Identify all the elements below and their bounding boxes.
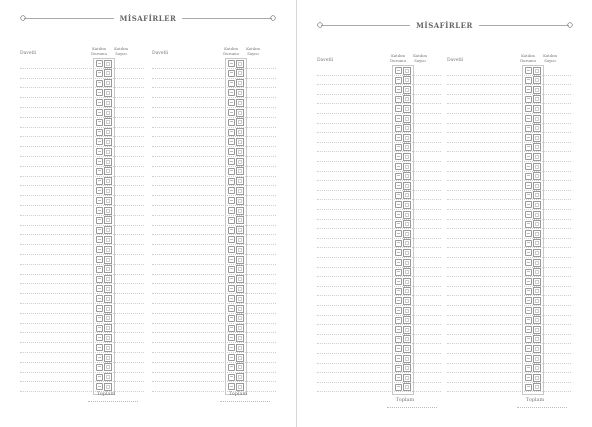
total-label: Toplam: [228, 391, 248, 397]
guest-row[interactable]: [447, 314, 571, 316]
guest-row[interactable]: [317, 218, 441, 220]
guest-row[interactable]: [317, 160, 441, 162]
guest-row[interactable]: [152, 77, 276, 79]
guest-row[interactable]: [152, 371, 276, 373]
guest-row[interactable]: [152, 380, 276, 382]
guest-row[interactable]: [317, 141, 441, 143]
guest-row[interactable]: [20, 86, 144, 88]
guest-row[interactable]: [317, 112, 441, 114]
guest-row[interactable]: [20, 106, 144, 108]
total-line[interactable]: [517, 406, 567, 408]
guest-row[interactable]: [447, 323, 571, 325]
guest-row[interactable]: [447, 74, 571, 76]
guest-row[interactable]: [152, 302, 276, 304]
guest-row[interactable]: [152, 224, 276, 226]
guest-row[interactable]: [447, 285, 571, 287]
guest-row[interactable]: [152, 204, 276, 206]
guest-row[interactable]: [20, 184, 144, 186]
guest-row[interactable]: [20, 135, 144, 137]
count-header: Katılım Sayısı: [543, 53, 557, 63]
guest-row[interactable]: [317, 304, 441, 306]
guest-row[interactable]: [317, 333, 441, 335]
guest-row[interactable]: [20, 145, 144, 147]
guest-row[interactable]: [317, 208, 441, 210]
guest-row[interactable]: [317, 170, 441, 172]
guest-header: Davetli: [447, 58, 464, 63]
guest-row[interactable]: [447, 246, 571, 248]
guest-row[interactable]: [317, 74, 441, 76]
guest-row[interactable]: [20, 312, 144, 314]
guest-row[interactable]: [317, 246, 441, 248]
guest-row[interactable]: [152, 273, 276, 275]
guest-column: [152, 38, 276, 408]
guest-row[interactable]: [20, 371, 144, 373]
guest-row[interactable]: [152, 282, 276, 284]
total-line[interactable]: [88, 400, 138, 402]
guest-row[interactable]: [20, 165, 144, 167]
guest-row[interactable]: [20, 331, 144, 333]
guest-row[interactable]: [447, 198, 571, 200]
page-title: MİSAFİRLER: [297, 19, 592, 33]
guest-row[interactable]: [447, 83, 571, 85]
guest-row[interactable]: [447, 160, 571, 162]
guest-row[interactable]: [447, 362, 571, 364]
guest-row[interactable]: [447, 170, 571, 172]
guest-row[interactable]: [447, 227, 571, 229]
guest-row[interactable]: [317, 266, 441, 268]
guest-row[interactable]: [447, 342, 571, 344]
count-header: Katılım Sayısı: [413, 53, 427, 63]
guest-row[interactable]: [20, 322, 144, 324]
guest-row[interactable]: [447, 381, 571, 383]
status-header: Katılım Durumu: [390, 53, 406, 63]
guest-row[interactable]: [152, 214, 276, 216]
guest-row[interactable]: [152, 67, 276, 69]
guest-row[interactable]: [20, 204, 144, 206]
guest-row[interactable]: [317, 93, 441, 95]
guest-row[interactable]: [152, 155, 276, 157]
guest-row[interactable]: [152, 322, 276, 324]
guest-row[interactable]: [447, 93, 571, 95]
guest-row[interactable]: [317, 179, 441, 181]
guest-row[interactable]: [20, 341, 144, 343]
guest-row[interactable]: [20, 155, 144, 157]
guest-row[interactable]: [447, 266, 571, 268]
guest-row[interactable]: [447, 294, 571, 296]
guest-row[interactable]: [152, 351, 276, 353]
total-line[interactable]: [387, 406, 437, 408]
guest-row[interactable]: [447, 275, 571, 277]
guest-row[interactable]: [20, 233, 144, 235]
status-header: Katılım Durumu: [223, 46, 239, 56]
guest-row[interactable]: [317, 323, 441, 325]
guest-header: Davetli: [20, 51, 37, 56]
guest-row[interactable]: [317, 237, 441, 239]
guest-row[interactable]: [152, 292, 276, 294]
guest-row[interactable]: [20, 380, 144, 382]
guest-row[interactable]: [447, 112, 571, 114]
guest-row[interactable]: [317, 381, 441, 383]
guest-row[interactable]: [317, 122, 441, 124]
guest-row[interactable]: [152, 361, 276, 363]
guest-row[interactable]: [20, 302, 144, 304]
guest-row[interactable]: [317, 150, 441, 152]
guest-row[interactable]: [20, 273, 144, 275]
guest-row[interactable]: [317, 371, 441, 373]
guest-row[interactable]: [152, 243, 276, 245]
column-header: [152, 38, 276, 58]
guest-row[interactable]: [447, 333, 571, 335]
guest-row[interactable]: [447, 189, 571, 191]
guest-row[interactable]: [152, 86, 276, 88]
column-header: [317, 45, 441, 65]
guest-row[interactable]: [152, 145, 276, 147]
total-line[interactable]: [220, 400, 270, 402]
attendance-frame: [225, 58, 247, 395]
attendance-frame: [522, 65, 544, 395]
guest-row[interactable]: [447, 237, 571, 239]
guest-row[interactable]: [447, 208, 571, 210]
guest-row[interactable]: [152, 175, 276, 177]
attendance-frame: [93, 58, 115, 395]
guest-row[interactable]: [20, 292, 144, 294]
guest-row[interactable]: [20, 253, 144, 255]
guest-row[interactable]: [20, 351, 144, 353]
guest-row[interactable]: [317, 314, 441, 316]
guest-row[interactable]: [20, 390, 144, 392]
guest-row[interactable]: [152, 184, 276, 186]
guest-row[interactable]: [20, 116, 144, 118]
guest-row[interactable]: [317, 198, 441, 200]
guest-row[interactable]: [152, 194, 276, 196]
guest-row[interactable]: [447, 390, 571, 392]
guest-row[interactable]: [317, 285, 441, 287]
guest-row[interactable]: [317, 390, 441, 392]
guest-row[interactable]: [447, 256, 571, 258]
guest-row[interactable]: [152, 263, 276, 265]
guest-row[interactable]: [20, 243, 144, 245]
count-header: Katılım Sayısı: [114, 46, 128, 56]
guest-row[interactable]: [447, 131, 571, 133]
guest-row[interactable]: [447, 352, 571, 354]
guest-row[interactable]: [317, 294, 441, 296]
guest-row[interactable]: [447, 150, 571, 152]
column-header: [447, 45, 571, 65]
right-page: [297, 0, 592, 427]
total-label: Toplam: [525, 397, 545, 403]
guest-row[interactable]: [152, 233, 276, 235]
guest-row[interactable]: [447, 371, 571, 373]
guest-row[interactable]: [20, 77, 144, 79]
guest-row[interactable]: [20, 263, 144, 265]
guest-row[interactable]: [152, 331, 276, 333]
status-header: Katılım Durumu: [91, 46, 107, 56]
guest-row[interactable]: [447, 102, 571, 104]
attendance-frame: [392, 65, 414, 395]
page-title-row: [297, 19, 592, 33]
total-label: Toplam: [395, 397, 415, 403]
page-title: MİSAFİRLER: [0, 12, 296, 26]
column-header: [20, 38, 144, 58]
guest-row[interactable]: [152, 165, 276, 167]
guest-row[interactable]: [447, 304, 571, 306]
guest-row[interactable]: [152, 390, 276, 392]
guest-row[interactable]: [447, 218, 571, 220]
count-header: Katılım Sayısı: [246, 46, 260, 56]
guest-row[interactable]: [317, 256, 441, 258]
guest-row[interactable]: [20, 194, 144, 196]
guest-row[interactable]: [152, 135, 276, 137]
guest-row[interactable]: [20, 175, 144, 177]
guest-row[interactable]: [447, 122, 571, 124]
guest-row[interactable]: [152, 126, 276, 128]
guest-row[interactable]: [152, 341, 276, 343]
guest-row[interactable]: [152, 106, 276, 108]
guest-row[interactable]: [20, 67, 144, 69]
page-title-row: [0, 12, 296, 26]
guest-row[interactable]: [317, 362, 441, 364]
guest-column: [20, 38, 144, 408]
guest-row[interactable]: [20, 224, 144, 226]
guest-row[interactable]: [317, 102, 441, 104]
guest-row[interactable]: [447, 179, 571, 181]
guest-row[interactable]: [317, 342, 441, 344]
guest-header: Davetli: [152, 51, 169, 56]
guest-row[interactable]: [317, 189, 441, 191]
guest-row[interactable]: [20, 361, 144, 363]
guest-row[interactable]: [20, 214, 144, 216]
guest-row[interactable]: [20, 126, 144, 128]
guest-column: [317, 45, 441, 415]
guest-row[interactable]: [317, 275, 441, 277]
guest-row[interactable]: [447, 141, 571, 143]
guest-row[interactable]: [317, 227, 441, 229]
guest-row[interactable]: [152, 312, 276, 314]
guest-row[interactable]: [152, 96, 276, 98]
guest-row[interactable]: [152, 116, 276, 118]
status-header: Katılım Durumu: [520, 53, 536, 63]
guest-header: Davetli: [317, 58, 334, 63]
guest-row[interactable]: [20, 96, 144, 98]
total-label: Toplam: [96, 391, 116, 397]
guest-row[interactable]: [317, 83, 441, 85]
guest-row[interactable]: [317, 352, 441, 354]
guest-row[interactable]: [152, 253, 276, 255]
guest-row[interactable]: [317, 131, 441, 133]
guest-row[interactable]: [20, 282, 144, 284]
guest-column: [447, 45, 571, 415]
